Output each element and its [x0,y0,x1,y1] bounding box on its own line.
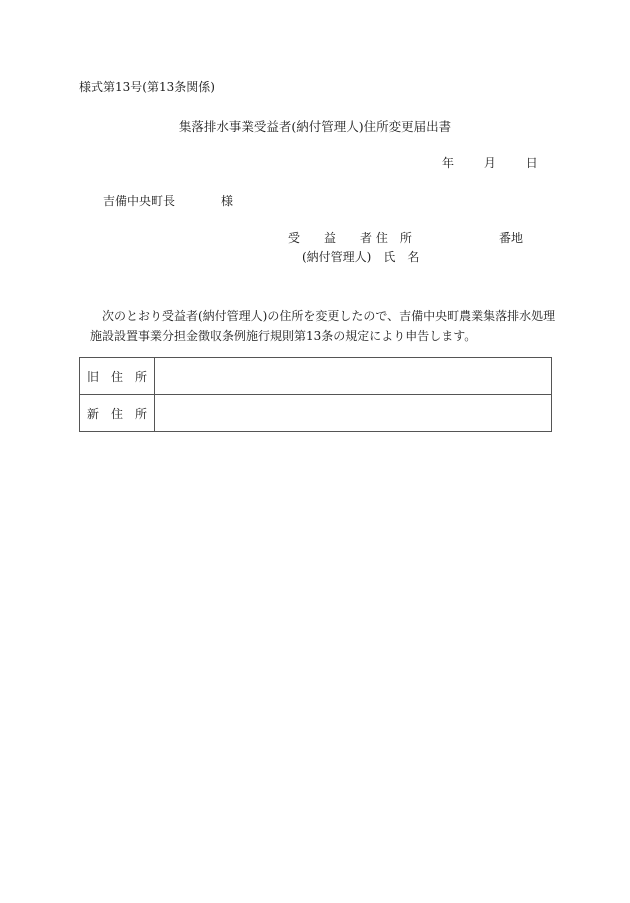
table-row-new-address [80,395,552,432]
applicant-name-label: (納付管理人) 氏 名 [302,250,420,264]
date-row [432,156,538,170]
banchi-label: 番地 [499,231,524,245]
form-number: 様式第13号(第13条関係) [79,80,215,94]
document-title: 集落排水事業受益者(納付管理人)住所変更届出書 [178,119,452,134]
table-row-old-address [80,358,552,395]
addressee-name: 吉備中央町長 [103,194,176,208]
old-address-label: 旧 住 所 [80,358,155,395]
old-address-field[interactable] [155,358,552,395]
new-address-field[interactable] [155,395,552,432]
new-address-label: 新 住 所 [80,395,155,432]
date-year-label: 年 [442,156,455,170]
body-text [90,306,560,346]
address-table [79,357,552,432]
date-day-label: 日 [525,156,538,170]
applicant-address-label: 受 益 者 住 所 [288,231,412,245]
addressee-honorific: 様 [221,194,234,208]
body-line-2: 施設設置事業分担金徴収条例施行規則第13条の規定により申告します。 [90,329,477,343]
date-month-label: 月 [483,156,496,170]
body-line-1: 次のとおり受益者(納付管理人)の住所を変更したので、吉備中央町農業集落排水処理 [102,309,556,323]
addressee [103,194,233,208]
